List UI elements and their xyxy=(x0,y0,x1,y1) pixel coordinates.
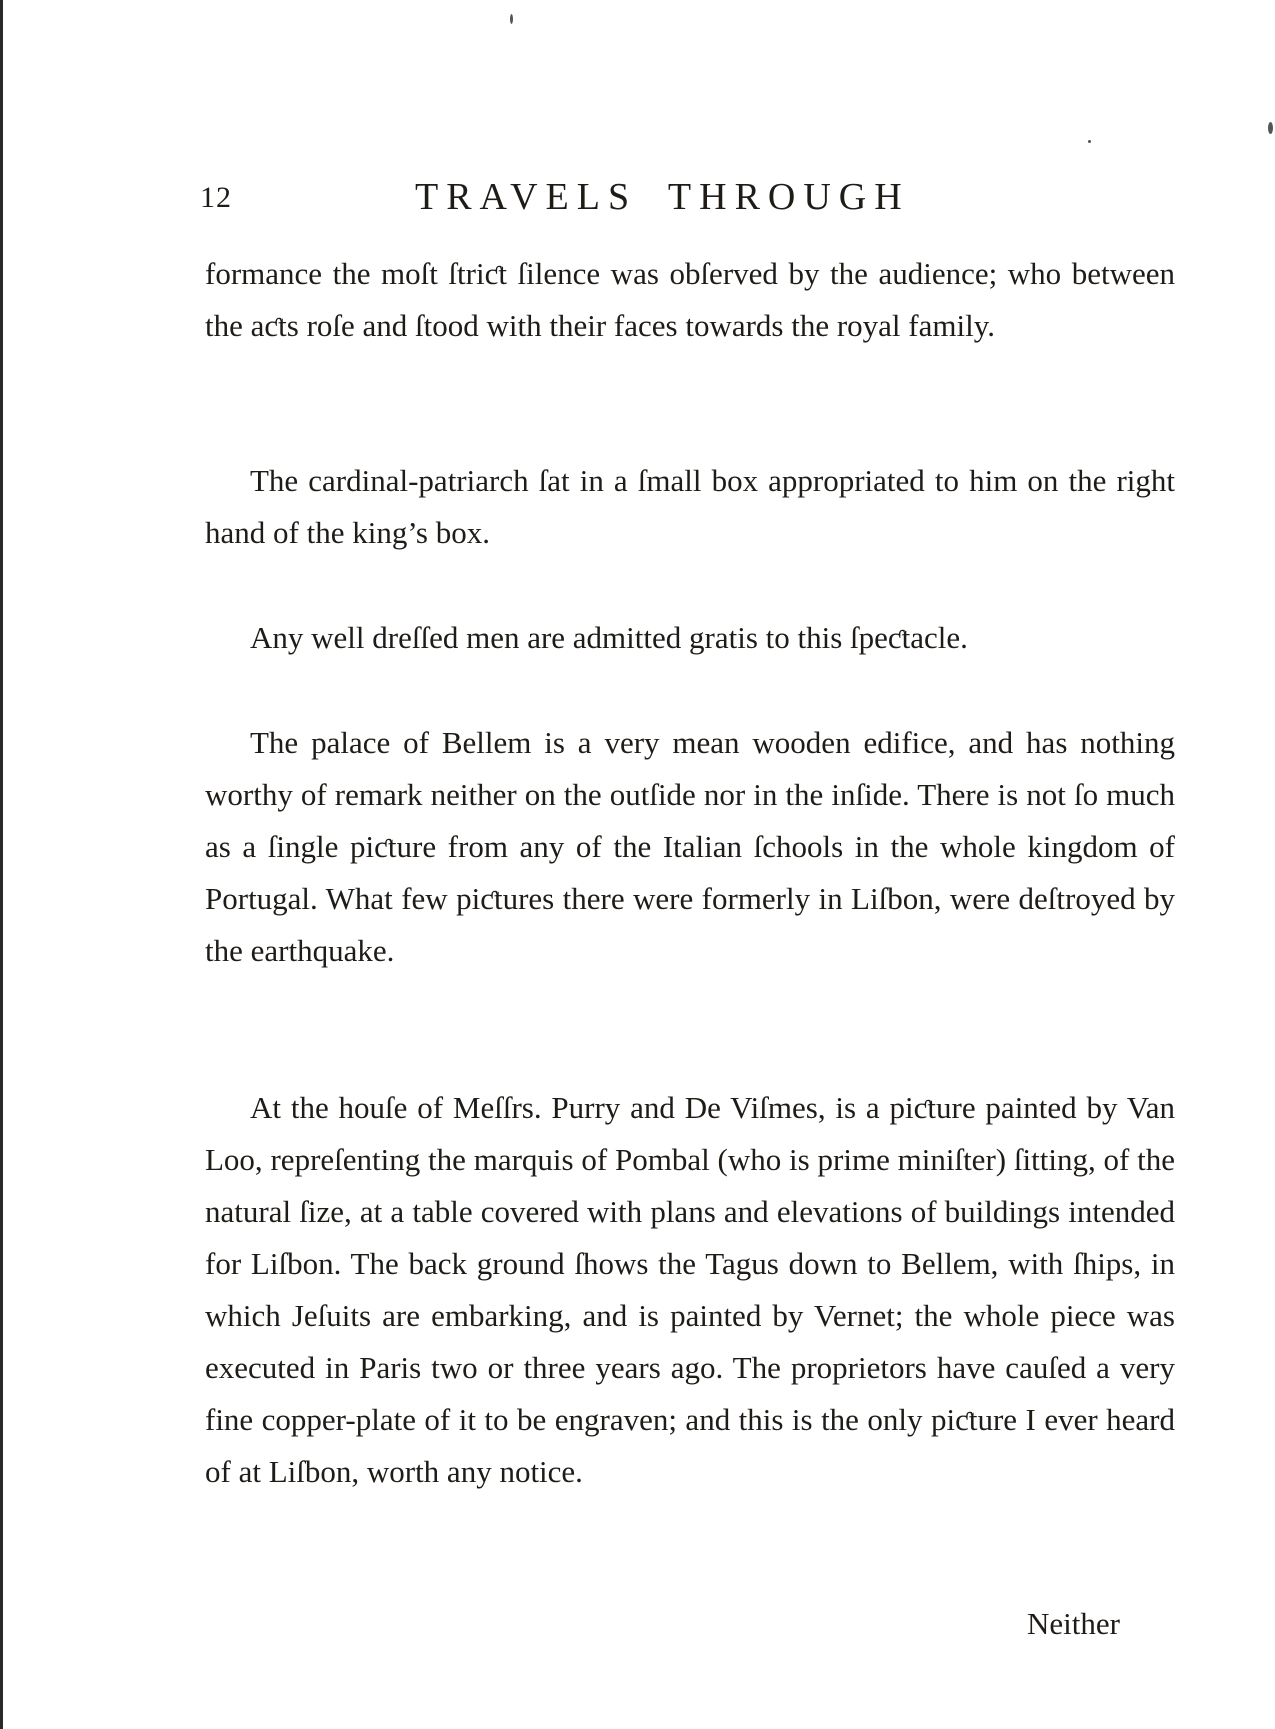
paragraph-3: Any well dreſſed men are admitted gratis to this ſpeƈtacle. xyxy=(250,620,968,655)
running-head xyxy=(0,175,1275,225)
paragraph-4: The palace of Bellem is a very mean wooden edifice, and has nothing worthy of remark neither on the outſide nor in the inſide. There is not ſo much as a ſingle piƈture from any of the Italian ſchools in the whole kingdom of Portugal. What few piƈtures there were formerly in Liſbon, were deſtroyed by the earthquake. xyxy=(205,725,1175,968)
paragraph-2: The cardinal-patriarch ſat in a ſmall box appropriated to him on the right hand of the king’s box. xyxy=(205,463,1175,550)
paragraph-1: formance the moſt ſtriƈt ſilence was obſerved by the audience; who between the aƈts roſe and ſtood with their faces towards the royal family. xyxy=(205,256,1175,343)
page-edge xyxy=(0,0,3,1729)
ink-speck xyxy=(510,14,513,24)
paragraph-5: At the houſe of Meſſrs. Purry and De Viſmes, is a piƈture painted by Van Loo, repreſenting the marquis of Pombal (who is prime miniſter) ſitting, of the natural ſize, at a table covered with plans and elevations of buildings intended for Liſbon. The back ground ſhows the Tagus down to Bellem, with ſhips, in which Jeſuits are embarking, and is painted by Vernet; the whole piece was executed in Paris two or three years ago. The proprietors have cauſed a very fine copper-plate of it to be engraven; and this is the only piƈture I ever heard of at Liſbon, worth any notice. xyxy=(205,1090,1175,1489)
page-number: 12 xyxy=(200,181,232,214)
running-title: TRAVELS THROUGH xyxy=(415,176,910,218)
catchword: Neither xyxy=(1027,1606,1120,1641)
ink-speck xyxy=(1268,122,1273,134)
ink-speck xyxy=(1088,140,1091,143)
